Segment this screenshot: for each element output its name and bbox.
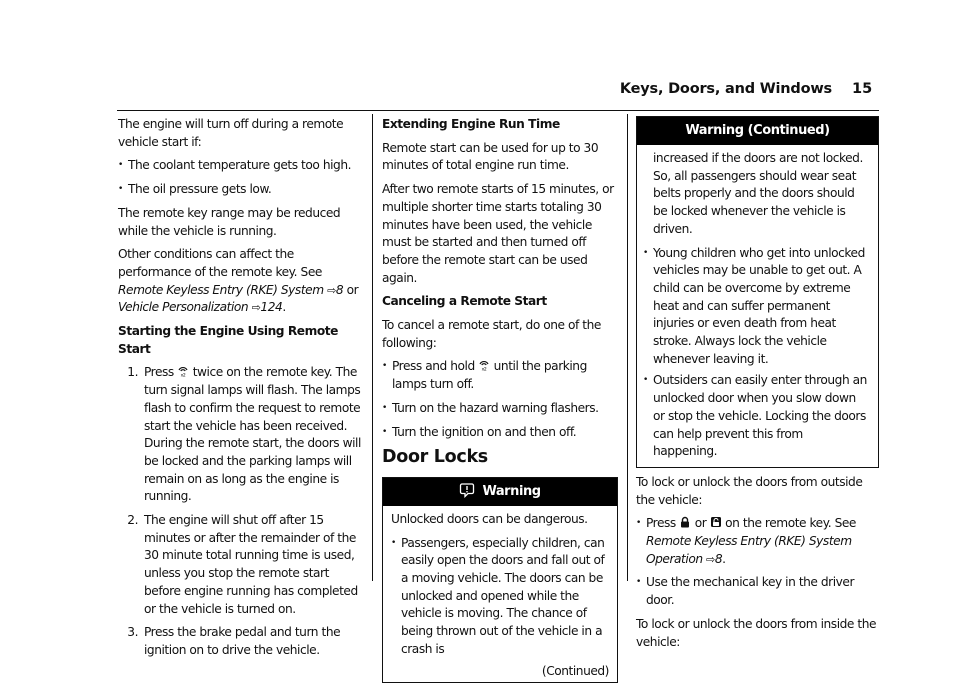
column-divider-2 (627, 114, 628, 581)
numbered-step: 2. The engine will shut off after 15 minutes or after the remainder of the 30 minute total running time is used, unless you stop the remote start before engine running has completed or the vehicle is turned on. (127, 513, 358, 616)
page-ref-arrow-icon: ⇨ (251, 301, 261, 315)
list-item: • Press and hold x2 until the parking lamps turn off. (382, 358, 618, 393)
warning-header (383, 478, 617, 506)
running-header-title: Keys, Doors, and Windows (619, 81, 832, 97)
page-ref[interactable]: 8 (335, 282, 344, 297)
page-ref-arrow-icon: ⇨ (706, 552, 715, 566)
column-2 (382, 116, 618, 689)
lock-icon (679, 516, 691, 528)
paragraph: Remote start can be used for up to 30 minutes of total engine run time. (382, 140, 599, 173)
list-item: • Young children who get into unlocked vehicles may be unable to get out. A child can be overcome by extreme heat and can suffer permanent injuries or even death from heat stroke. Always lock the vehicle whenever leaving it. (643, 245, 870, 369)
bullet-icon: • (118, 184, 123, 195)
continued-label: (Continued) (541, 663, 609, 678)
header-rule (117, 110, 879, 111)
paragraph-other-conditions: Other conditions can affect the performance of the remote key. See Remote Keyless Entry (RKE) System ⇨8 or Vehicle Personalization ⇨124. (118, 247, 359, 315)
bullet-icon: • (382, 402, 387, 413)
list-item: • Press or on the remote key. See Remote Keyless Entry (RKE) System Operation ⇨8. (636, 515, 879, 568)
bullet-icon: • (643, 247, 648, 258)
warning-box-continued (636, 116, 879, 468)
remote-start-icon (478, 359, 490, 371)
subheading-starting-engine: Starting the Engine Using Remote Start (118, 324, 338, 356)
warning-body: increased if the doors are not locked. So, all passengers should wear seat belts properly and the doors should be locked whenever the vehicle is driven. • Young children who get into unlocked vehicles may be unable to get out. A child can be overcome by extreme heat and can suffer permanent injuries or even death from heat stroke. Always lock the vehicle whenever leaving it. • Outsiders can easily enter through an unlocked door when you slow down or stop the vehicle. Locking the doors can help prevent this from happening. (637, 145, 878, 467)
list-item: • Passengers, especially children, can easily open the doors and fall out of a moving vehicle. The doors can be unlocked and opened while the vehicle is moving. The chance of being thrown out of the vehicle in a crash is (391, 535, 609, 659)
warning-box (382, 477, 618, 683)
warning-icon (459, 482, 475, 498)
link-rke-operation[interactable]: Remote Keyless Entry (RKE) System Operation (646, 534, 852, 566)
list-item (118, 181, 362, 199)
svg-text:x2: x2 (481, 367, 487, 372)
column-3 (636, 116, 879, 657)
numbered-step: 3. Press the brake pedal and turn the ignition on to drive the vehicle. (127, 625, 341, 657)
page-number: 15 (852, 81, 873, 97)
link-rke-system[interactable]: Remote Keyless Entry (RKE) System (118, 282, 324, 297)
paragraph-range: The remote key range may be reduced while the vehicle is running. (118, 205, 341, 238)
warning-header: Warning (Continued) (637, 117, 878, 145)
column-1 (118, 116, 362, 666)
warning-title: Warning (482, 483, 541, 499)
subheading-canceling-remote-start: Canceling a Remote Start (382, 294, 547, 309)
list-item-text: The coolant temperature gets too high. (128, 158, 352, 173)
numbered-step: 1. Press x2 twice on the remote key. The turn signal lamps will flash. The lamps flash to confirm the request to remote start the vehicle has been received. During the remote start, the doors will be locked and the parking lamps will remain on as long as the engine is running. (127, 365, 361, 504)
list-item: • Outsiders can easily enter through an unlocked door when you slow down or stop the vehicle. Locking the doors can help prevent this from happening. (643, 372, 870, 461)
bullet-icon: • (391, 537, 396, 548)
subheading-extending-run-time: Extending Engine Run Time (382, 117, 560, 131)
list-item-text: The oil pressure gets low. (128, 182, 272, 197)
bullet-icon: • (382, 426, 387, 437)
remote-start-icon (177, 365, 189, 377)
link-vehicle-personalization[interactable]: Vehicle Personalization (118, 300, 249, 315)
bullet-icon: • (382, 361, 387, 372)
list-item: • Turn the ignition on and then off. (382, 424, 618, 442)
paragraph-remote-start-off: The engine will turn off during a remote vehicle start if: (118, 117, 344, 149)
bullet-icon: • (118, 160, 123, 171)
bullet-icon: • (643, 375, 648, 386)
svg-text:x2: x2 (180, 373, 186, 378)
section-heading-door-locks: Door Locks (382, 447, 488, 468)
paragraph: After two remote starts of 15 minutes, or multiple shorter time starts totaling 30 minutes have been used, the vehicle must be started and then turned off before the remote start can be used again. (382, 182, 614, 285)
page-ref[interactable]: 8 (714, 551, 723, 566)
column-divider-1 (372, 114, 373, 581)
list-item: • Use the mechanical key in the driver door. (636, 574, 879, 609)
paragraph: To lock or unlock the doors from outside the vehicle: (636, 474, 863, 507)
list-item: • Turn on the hazard warning flashers. (382, 400, 618, 418)
page-ref[interactable]: 124 (260, 300, 283, 315)
bullet-icon: • (636, 577, 641, 588)
warning-body: Unlocked doors can be dangerous. • Passengers, especially children, can easily open the doors and fall out of a moving vehicle. The doors can be unlocked and opened while the vehicle is moving. The chance of being thrown out of the vehicle in a crash is (Continued) (383, 506, 617, 682)
paragraph: To cancel a remote start, do one of the following: (382, 318, 601, 350)
paragraph: To lock or unlock the doors from inside the vehicle: (636, 616, 877, 649)
bullet-icon: • (636, 518, 641, 529)
unlock-icon (710, 516, 722, 528)
list-item (118, 157, 362, 175)
page-ref-arrow-icon: ⇨ (327, 283, 336, 297)
